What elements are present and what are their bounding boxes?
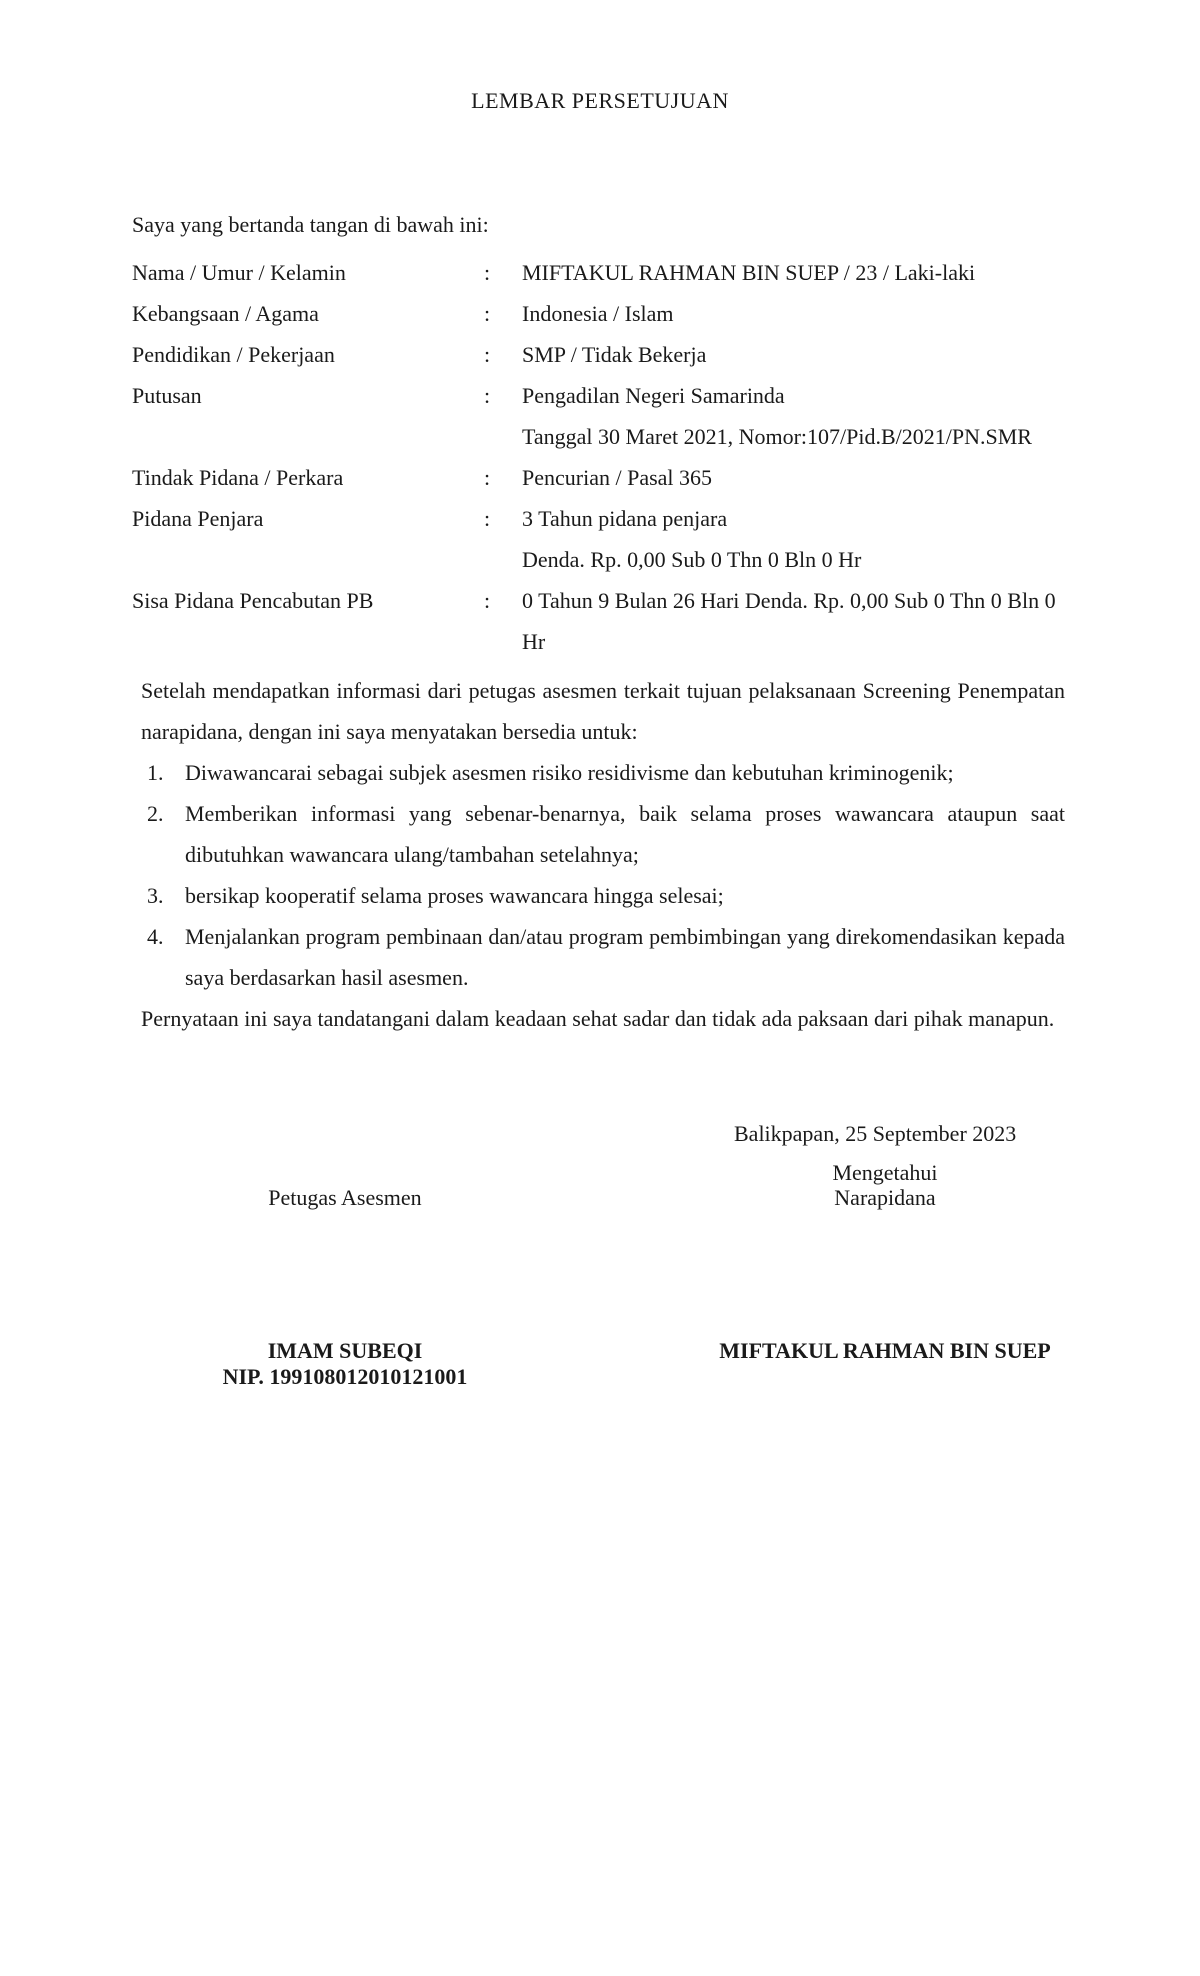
document-title: LEMBAR PERSETUJUAN [471,88,729,113]
intro-text: Saya yang bertanda tangan di bawah ini: [132,212,489,237]
info-value: Indonesia / Islam [522,301,674,326]
consent-number: 1. [147,760,164,785]
consent-list [141,752,1065,998]
personal-info-table [132,252,1092,662]
info-row [132,252,1092,293]
consent-item [141,752,1065,793]
info-label: Pendidikan / Pekerjaan [132,342,335,367]
info-colon: : [484,506,491,531]
consent-text: Diwawancarai sebagai subjek asesmen risiko residivisme dan kebutuhan kriminogenik; [185,760,954,785]
info-value: Pengadilan Negeri Samarinda [522,383,785,408]
consent-item [141,793,1065,875]
info-colon: : [484,383,491,408]
assessor-nip: NIP. 199108012010121001 [222,1364,468,1389]
info-row [132,457,1092,498]
info-label: Kebangsaan / Agama [132,301,319,326]
acknowledged-label: Mengetahui [832,1160,938,1185]
inmate-role-label: Narapidana [834,1185,936,1210]
consent-text: bersikap kooperatif selama proses wawancara hingga selesai; [185,883,724,908]
info-row [132,293,1092,334]
info-value: Tanggal 30 Maret 2021, Nomor:107/Pid.B/2021/PN.SMR [522,424,1032,449]
consent-number: 2. [147,801,164,826]
inmate-name: MIFTAKUL RAHMAN BIN SUEP [719,1338,1051,1363]
info-colon: : [484,260,491,285]
place-date: Balikpapan, 25 September 2023 [734,1121,1017,1146]
consent-number: 3. [147,883,164,908]
info-label: Nama / Umur / Kelamin [132,260,346,285]
info-colon: : [484,465,491,490]
info-label: Tindak Pidana / Perkara [132,465,344,490]
consent-item [141,875,1065,916]
consent-item [141,916,1065,998]
statement-intro: Setelah mendapatkan informasi dari petugas asesmen terkait tujuan pelaksanaan Screening Penempatan narapidana, dengan ini saya menyatakan bersedia untuk: [141,678,1065,744]
closing-statement: Pernyataan ini saya tandatangani dalam keadaan sehat sadar dan tidak ada paksaan dari pihak manapun. [141,1006,1055,1031]
consent-number: 4. [147,924,164,949]
consent-text: Memberikan informasi yang sebenar-benarnya, baik selama proses wawancara ataupun saat dibutuhkan wawancara ulang/tambahan setelahnya; [185,801,1065,867]
info-value: 3 Tahun pidana penjara [522,506,728,531]
info-colon: : [484,588,491,613]
info-value: SMP / Tidak Bekerja [522,342,707,367]
info-value: MIFTAKUL RAHMAN BIN SUEP / 23 / Laki-laki [522,260,976,285]
statement-body [141,670,1065,1039]
info-row [132,498,1092,580]
info-label: Pidana Penjara [132,506,264,531]
assessor-name: IMAM SUBEQI [267,1338,423,1363]
info-value: 0 Tahun 9 Bulan 26 Hari Denda. Rp. 0,00 Sub 0 Thn 0 Bln 0 Hr [522,588,1056,654]
info-value: Pencurian / Pasal 365 [522,465,713,490]
assessor-role-label: Petugas Asesmen [268,1185,422,1210]
info-label: Putusan [132,383,202,408]
info-value: Denda. Rp. 0,00 Sub 0 Thn 0 Bln 0 Hr [522,547,862,572]
info-colon: : [484,342,491,367]
consent-text: Menjalankan program pembinaan dan/atau program pembimbingan yang direkomendasikan kepada saya berdasarkan hasil asesmen. [185,924,1065,990]
info-row [132,580,1092,662]
info-label: Sisa Pidana Pencabutan PB [132,588,374,613]
info-row [132,375,1092,457]
info-colon: : [484,301,491,326]
assessor-signature-block [185,1338,505,1390]
info-row [132,334,1092,375]
inmate-signature-block [680,1338,1090,1364]
